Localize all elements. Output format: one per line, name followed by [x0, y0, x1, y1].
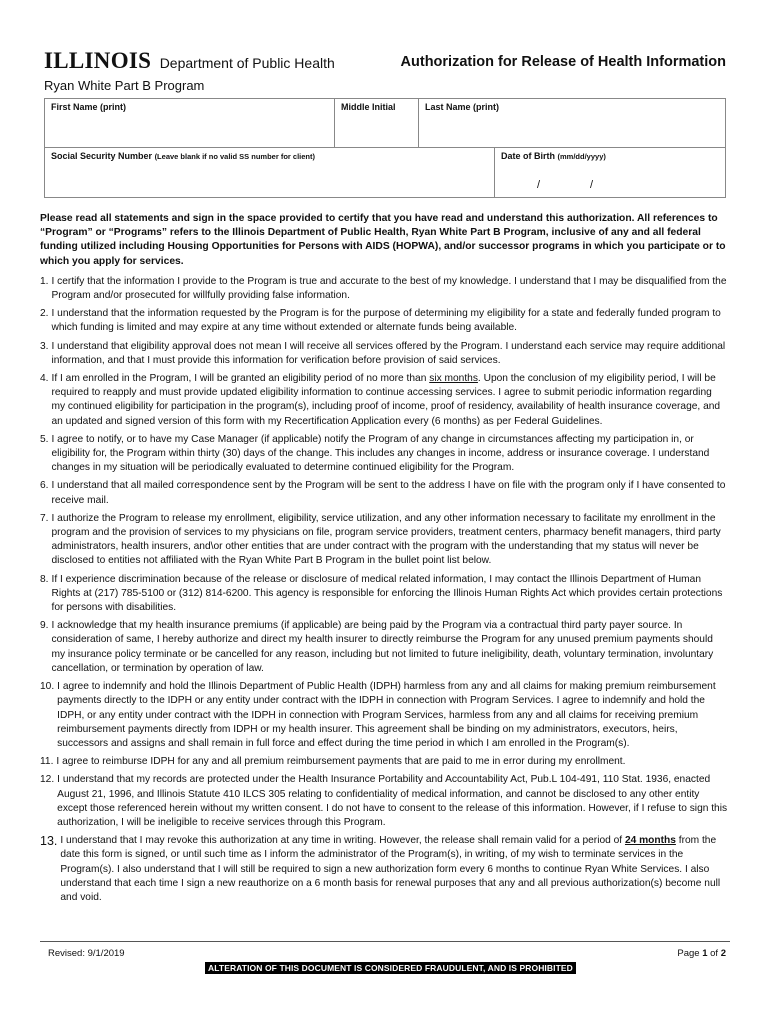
intro-paragraph: Please read all statements and sign in the space provided to certify that you have read and understand this authorization. All references to “Program” or “Programs” refers to the Illinois Department of Public Health, Ryan White Part B Program, inclusive of any and all federal funding utilized including Housing Opportunities for Persons with AIDS (HOPWA), and/or successor programs in which you participate or to which you apply for services. — [40, 213, 726, 267]
statement-text: I agree to notify, or to have my Case Manager (if applicable) notify the Program of any change in circumstances affecting my participation in, or eligibility for, the Program within thirty (30) days of the change. This includes any changes in income, address or insurance coverage. I understand changes in my situation will be periodically evaluated to determine continued eligibility for the Program. — [51, 433, 710, 474]
header-left — [44, 48, 335, 93]
statement-number: 4. — [40, 373, 49, 385]
middle-initial-field[interactable] — [335, 116, 418, 147]
statement-number: 13. — [40, 834, 58, 849]
statement-1 — [40, 275, 728, 303]
dob-separator: / — [590, 179, 594, 191]
dob-cell — [495, 148, 726, 198]
program-name: Ryan White Part B Program — [44, 78, 205, 93]
statement-text: I acknowledge that my health insurance premiums (if applicable) are being paid by the Program via a contractual third party payer source. In consideration of same, I hereby authorize and direct my health insurer to directly reimburse the Program for any unused premium payments should my insurance policy terminate or be cancelled for any reason, including but not limited to future ineligibility, death, voluntary termination, involuntary cancellation, or termination by operation of law. — [51, 620, 714, 674]
underlined-term: six months — [429, 373, 478, 385]
statement-number: 1. — [40, 275, 49, 287]
statement-text: I authorize the Program to release my enrollment, eligibility, service utilization, and any other information necessary to facilitate my enrollment in the program and the provision of services to my physicians on file, program service providers, treatment centers, pharmacy benefit managers, third party administrators, health insurers, and\or other entities that are under contract with the program with the understanding that my status will never be disclosed to entities not affiliated with the Ryan White Part B Program in the bullet point list below. — [51, 512, 721, 567]
ssn-field[interactable] — [45, 165, 494, 197]
statement-text: I understand that my records are protected under the Health Insurance Portability and Accountability Act, Pub.L 104-491, 110 Stat. 1936, enacted August 21, 1996, and Illinois Statute 410 ILCS 305 relating to confidentiality of medical information, and cannot be disclosed to any other entity except those referenced herein without my written consent. I do not have to consent to the release of this information. However, if I refuse to sign this authorization, I will be ineligible to receive services through this Program. — [57, 774, 728, 828]
ssn-label: Social Security Number — [51, 151, 153, 161]
statement-9 — [40, 619, 728, 676]
dob-label: Date of Birth — [501, 151, 555, 161]
statement-text-part: If I am enrolled in the Program, I will be granted an eligibility period of no more than — [51, 373, 430, 385]
statement-7 — [40, 512, 728, 569]
statement-text: If I experience discrimination because of the release or disclosure of medical related information, I may contact the Illinois Department of Human Rights at (217) 785-5100 or (312) 814-6200. This agency is responsible for enforcing the Illinois Human Rights Act which provides certain protections for persons with disabilities. — [51, 573, 723, 614]
statement-text: I agree to reimburse IDPH for any and all premium reimbursement payments that are paid to me in error during my enrollment. — [56, 756, 626, 768]
form-title: Authorization for Release of Health Information — [400, 54, 726, 70]
statement-2 — [40, 307, 728, 335]
authorization-body — [40, 212, 728, 909]
statement-11 — [40, 755, 728, 769]
statement-text — [60, 834, 728, 905]
statement-10 — [40, 680, 728, 751]
dob-separator: / — [537, 179, 541, 191]
statement-number: 7. — [40, 512, 49, 524]
statement-text: I understand that eligibility approval does not mean I will receive all services offered by the Program. I understand each service may require additional information, and that I must provide this information for verification before provision of said services. — [51, 340, 726, 366]
page-prefix: Page — [677, 948, 703, 959]
statement-3 — [40, 340, 728, 368]
first-name-field[interactable] — [45, 116, 334, 147]
page-of: of — [707, 948, 721, 959]
last-name-label: Last Name (print) — [425, 102, 500, 112]
revision-date: Revised: 9/1/2019 — [48, 948, 125, 959]
dob-field[interactable] — [495, 165, 725, 197]
alteration-warning: ALTERATION OF THIS DOCUMENT IS CONSIDERED FRAUDULENT, AND IS PROHIBITED — [205, 962, 576, 974]
ssn-cell — [45, 148, 495, 198]
last-name-field[interactable] — [419, 116, 725, 147]
statement-13 — [40, 834, 728, 905]
underlined-term: 24 months — [624, 835, 676, 847]
statement-4 — [40, 372, 728, 429]
first-name-cell — [45, 99, 335, 148]
statement-number: 12. — [40, 774, 55, 786]
statement-text: I understand that all mailed correspondence sent by the Program will be sent to the address I have on file with the program only if I have consented to receive mail. — [51, 480, 726, 506]
ssn-note: (Leave blank if no valid SS number for client) — [154, 152, 316, 161]
footer-divider — [40, 941, 730, 942]
statement-5 — [40, 433, 728, 476]
statement-text: I agree to indemnify and hold the Illinois Department of Public Health (IDPH) harmless from any and all claims for making premium reimbursement payments directly to the IDPH or any entity under contract with the IDPH in connection with Program Services. I agree to indemnify and hold the IDPH, or any entity under contract with the IDPH in connection with Program Services, harmless from any and all claims for receiving premium reimbursement payments directly from IDPH or my health insurer. This agreement shall be binding on my administrators, executors, heirs, successors and assigns and shall remain in full force and effect during the time period in which I am enrolled in the Program(s). — [57, 681, 716, 749]
statement-8 — [40, 573, 728, 616]
middle-initial-label: Middle Initial — [341, 102, 396, 112]
page-number — [677, 948, 726, 959]
total-pages: 2 — [720, 948, 726, 959]
current-page: 1 — [702, 948, 708, 959]
statement-number: 3. — [40, 340, 49, 352]
statement-text-part: . Upon the conclusion of my eligibility period, I will be required to reapply and must provide updated eligibility information to continue accessing services. I agree to submit periodic information regarding my continued eligibility for participation in the program(s), including proof of income, proof of residency, availability of health insurance coverage, and an updated and signed version of this form with my Recertification Application every (6 months) as per Federal Guidelines. — [51, 373, 721, 427]
statement-text — [52, 372, 729, 429]
department-name: Department of Public Health — [159, 55, 335, 71]
statement-6 — [40, 479, 728, 507]
statement-number: 5. — [40, 433, 49, 445]
statement-number: 11. — [40, 756, 54, 768]
dob-note: (mm/dd/yyyy) — [557, 152, 606, 161]
statement-number: 10. — [40, 681, 55, 693]
first-name-label: First Name (print) — [51, 102, 127, 112]
statement-number: 8. — [40, 573, 49, 585]
state-title: ILLINOIS — [44, 48, 152, 73]
middle-initial-cell — [335, 99, 419, 148]
statement-number: 6. — [40, 480, 49, 492]
statement-text-part: from the date this form is signed, or until such time as I inform the administrator of the Program(s), in writing, of my wish to terminate services in the Program(s). I also understand that I will still be required to sign a new authorization form every 6 months to continue Ryan White Services. I also understand that each time I sign a new reauthorize on a 6 month basis for renewal purposes that any and all previous authorization(s) become null and void. — [60, 835, 721, 903]
statement-text-part: I understand that I may revoke this authorization at any time in writing. However, the release shall remain valid for a period of — [60, 835, 625, 847]
statement-12 — [40, 773, 728, 830]
statement-number: 2. — [40, 308, 49, 320]
client-info-table — [44, 98, 726, 198]
statement-text: I understand that the information requested by the Program is for the purpose of determining my eligibility for a state and federally funded program to which funding is limited and may expire at any time without extended or alternate funds being available. — [51, 308, 721, 334]
statement-number: 9. — [40, 620, 49, 632]
last-name-cell — [419, 99, 726, 148]
statement-text: I certify that the information I provide to the Program is true and accurate to the best of my knowledge. I understand that I may be disqualified from the Program and/or prosecuted for willfully providing false information. — [51, 275, 727, 302]
